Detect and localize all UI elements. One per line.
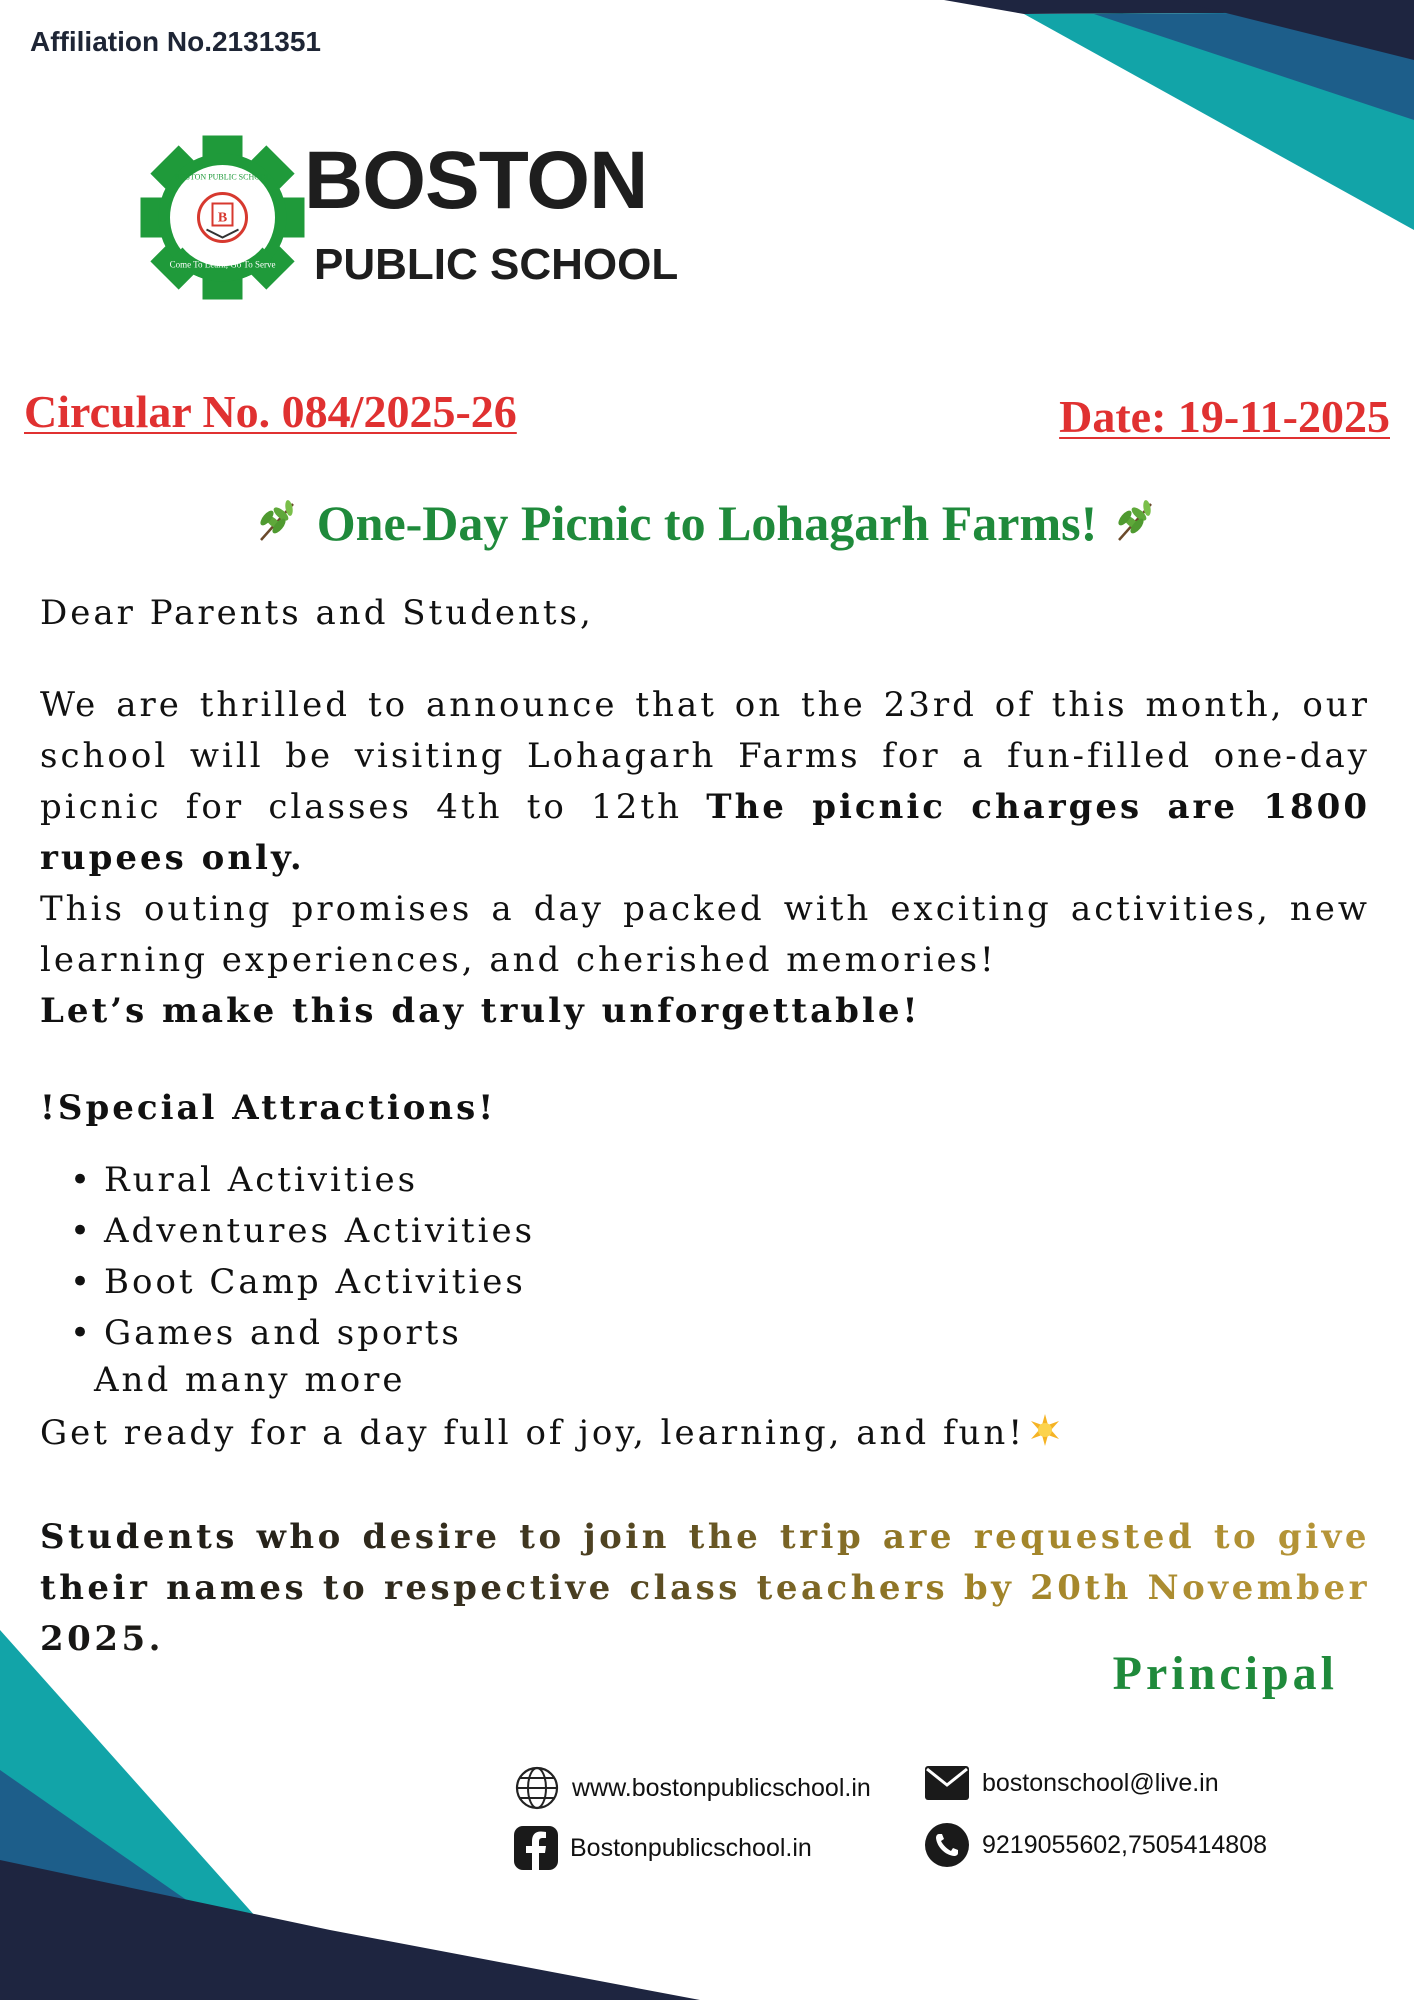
- school-logo-emblem: [140, 135, 305, 300]
- special-attractions-heading: !Special Attractions!: [40, 1088, 497, 1128]
- top-right-corner-decoration: [944, 0, 1414, 240]
- globe-icon: [514, 1765, 560, 1811]
- bottom-left-corner-decoration: [0, 1630, 700, 2000]
- announcement-paragraph: [40, 680, 1370, 1037]
- picnic-charges: The picnic charges are 1800 rupees only.: [40, 787, 1370, 878]
- list-item: • Boot Camp Activities: [70, 1257, 535, 1308]
- title-text: One-Day Picnic to Lohagarh Farms!: [316, 495, 1098, 551]
- website-link[interactable]: www.bostonpublicschool.in: [572, 1773, 871, 1802]
- registration-request: Students who desire to join the trip are requested to give their names to respective class teachers by 20th November 2025.: [40, 1512, 1370, 1665]
- announcement-text: We are thrilled to announce that on the 23rd of this month, our school will be visiting Lohagarh Farms for a fun-filled one-day picnic for classes 4th to 12th: [40, 685, 1370, 827]
- list-item: • Adventures Activities: [70, 1206, 535, 1257]
- attractions-list: [70, 1155, 535, 1359]
- and-many-more: And many more: [94, 1360, 406, 1400]
- affiliation-number: Affiliation No.2131351: [30, 26, 321, 57]
- list-item: • Rural Activities: [70, 1155, 535, 1206]
- school-name-line2: PUBLIC SCHOOL: [314, 240, 679, 289]
- logo-ring-text: BOSTON PUBLIC SCHOOL: [174, 172, 271, 182]
- circular-number: Circular No. 084/2025-26: [24, 386, 517, 437]
- mail-icon: [924, 1765, 970, 1801]
- website-contact: [514, 1765, 871, 1811]
- logo-motto: Come To Learn, Go To Serve: [169, 259, 276, 270]
- phone-contact: [924, 1822, 1267, 1868]
- closing-text: Get ready for a day full of joy, learning, and fun!: [40, 1413, 1025, 1453]
- facebook-contact: [514, 1826, 812, 1870]
- phone-icon: [924, 1822, 970, 1868]
- greeting: Dear Parents and Students,: [40, 593, 594, 633]
- facebook-link[interactable]: Bostonpublicschool.in: [570, 1833, 812, 1862]
- list-item: • Games and sports: [70, 1308, 535, 1359]
- unforgettable-text: Let’s make this day truly unforgettable!: [40, 991, 921, 1031]
- notice-title: [0, 494, 1414, 552]
- sparkle-icon: [1027, 1412, 1063, 1448]
- svg-text:B: B: [217, 210, 228, 226]
- leaf-icon: [1111, 496, 1161, 546]
- email-link[interactable]: bostonschool@live.in: [982, 1768, 1219, 1797]
- email-contact: [924, 1765, 1219, 1801]
- leaf-icon: [253, 496, 303, 546]
- facebook-icon: [514, 1826, 558, 1870]
- circular-date: Date: 19-11-2025: [1059, 391, 1390, 442]
- signature-principal: Principal: [1112, 1647, 1338, 1700]
- phone-numbers[interactable]: 9219055602,7505414808: [982, 1830, 1268, 1859]
- closing-line: [40, 1412, 1063, 1453]
- school-name-line1: BOSTON: [304, 135, 648, 226]
- outing-text: This outing promises a day packed with exciting activities, new learning experiences, and cherished memories!: [40, 889, 1370, 980]
